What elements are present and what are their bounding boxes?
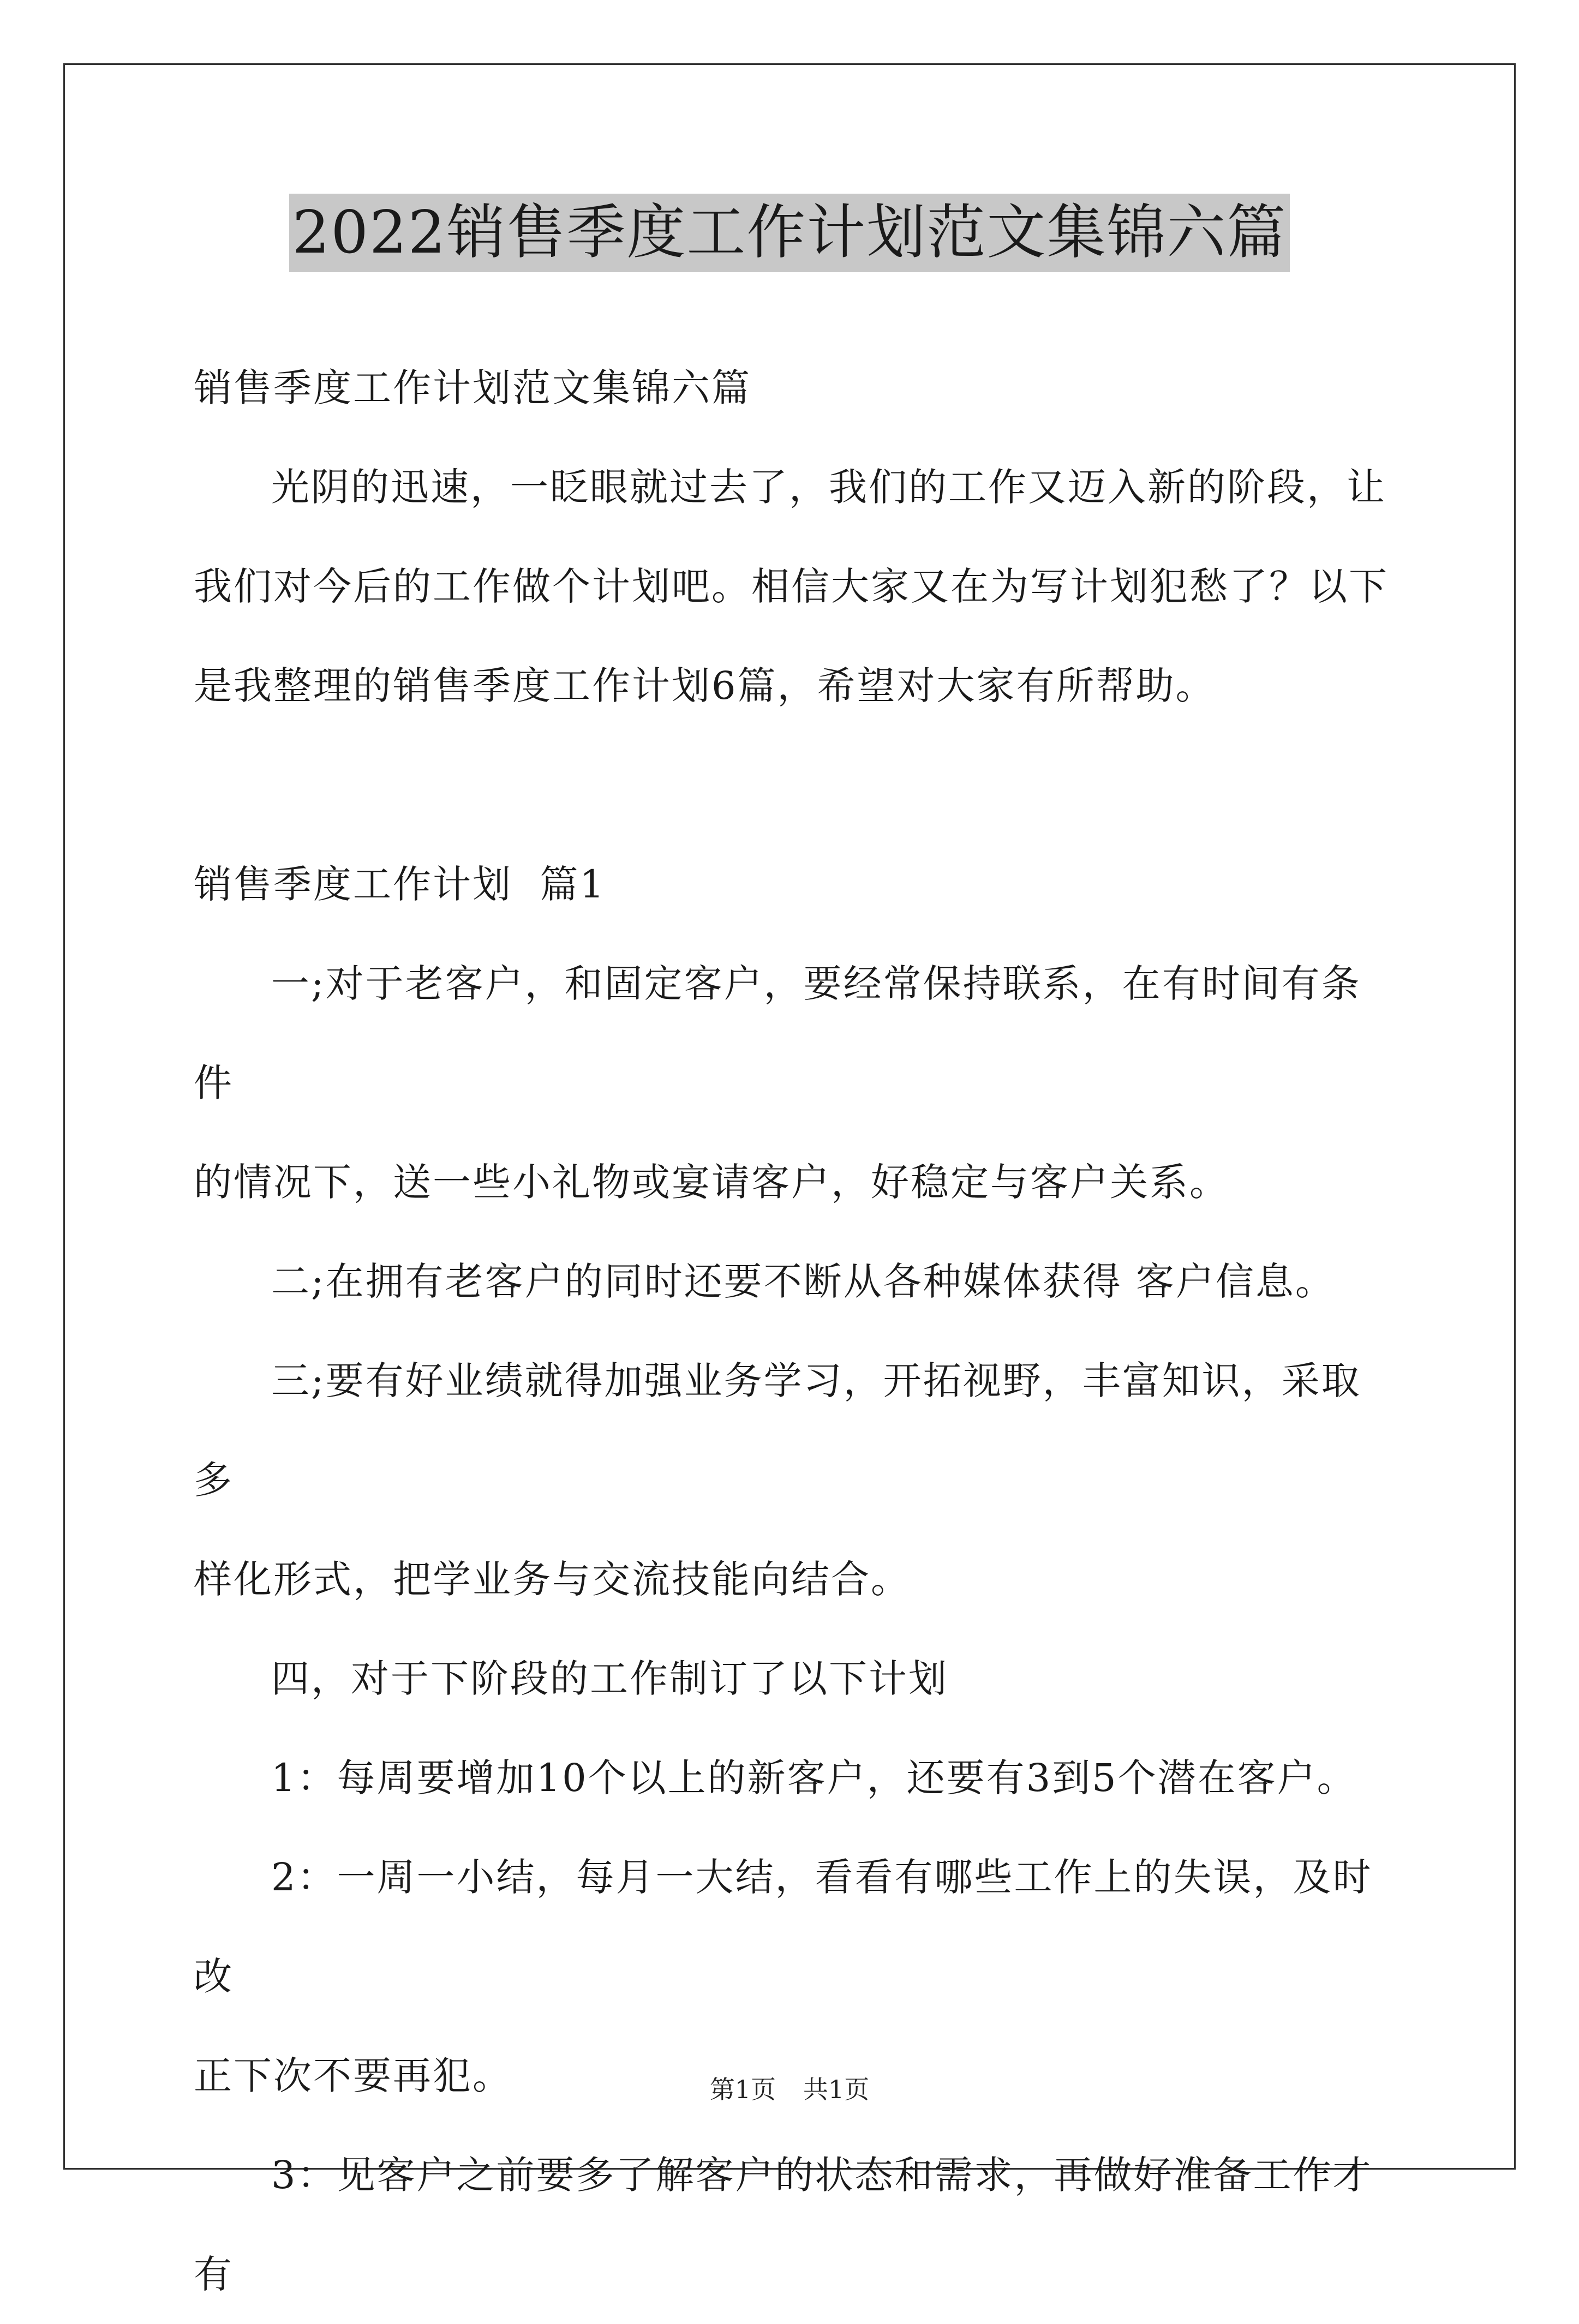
intro-line-3: 是我整理的销售季度工作计划6篇，希望对大家有所帮助。: [194, 663, 1216, 708]
section-line-5: 样化形式，把学业务与交流技能向结合。: [194, 1557, 911, 1602]
document-subtitle: 销售季度工作计划范文集锦六篇: [194, 366, 751, 410]
intro-line-2: 我们对今后的工作做个计划吧。相信大家又在为写计划犯愁了？以下: [194, 564, 1389, 609]
section-line-1: 一;对于老客户，和固定客户，要经常保持联系，在有时间有条件: [194, 961, 1361, 1105]
section-line-3: 二;在拥有老客户的同时还要不断从各种媒体获得 客户信息。: [271, 1259, 1335, 1304]
section-line-7: 1：每周要增加10个以上的新客户，还要有3到5个潜在客户。: [271, 1756, 1357, 1800]
section-line-4: 三;要有好业绩就得加强业务学习，开拓视野，丰富知识，采取多: [194, 1358, 1361, 1502]
page-total: 共1页: [803, 2075, 870, 2104]
document-body: [194, 338, 1394, 2324]
section-line-6: 四，对于下阶段的工作制订了以下计划: [271, 1656, 948, 1701]
document-title: 2022销售季度工作计划范文集锦六篇: [289, 194, 1290, 272]
section-line-10: 3：见客户之前要多了解客户的状态和需求，再做好准备工作才有: [194, 2153, 1373, 2297]
section-heading: 销售季度工作计划 篇1: [194, 862, 606, 907]
section-line-8: 2：一周一小结，每月一大结，看看有哪些工作上的失误，及时改: [194, 1855, 1373, 1999]
section-gap: [194, 735, 1394, 835]
section-line-2: 的情况下，送一些小礼物或宴请客户，好稳定与客户关系。: [194, 1160, 1229, 1205]
page-footer: [0, 2073, 1579, 2106]
intro-line-1: 光阴的迅速，一眨眼就过去了，我们的工作又迈入新的阶段，让: [271, 465, 1386, 510]
section-line-9: 正下次不要再犯。: [194, 2053, 512, 2098]
title-wrap: [0, 194, 1579, 272]
page-number: 第1页: [709, 2075, 776, 2104]
